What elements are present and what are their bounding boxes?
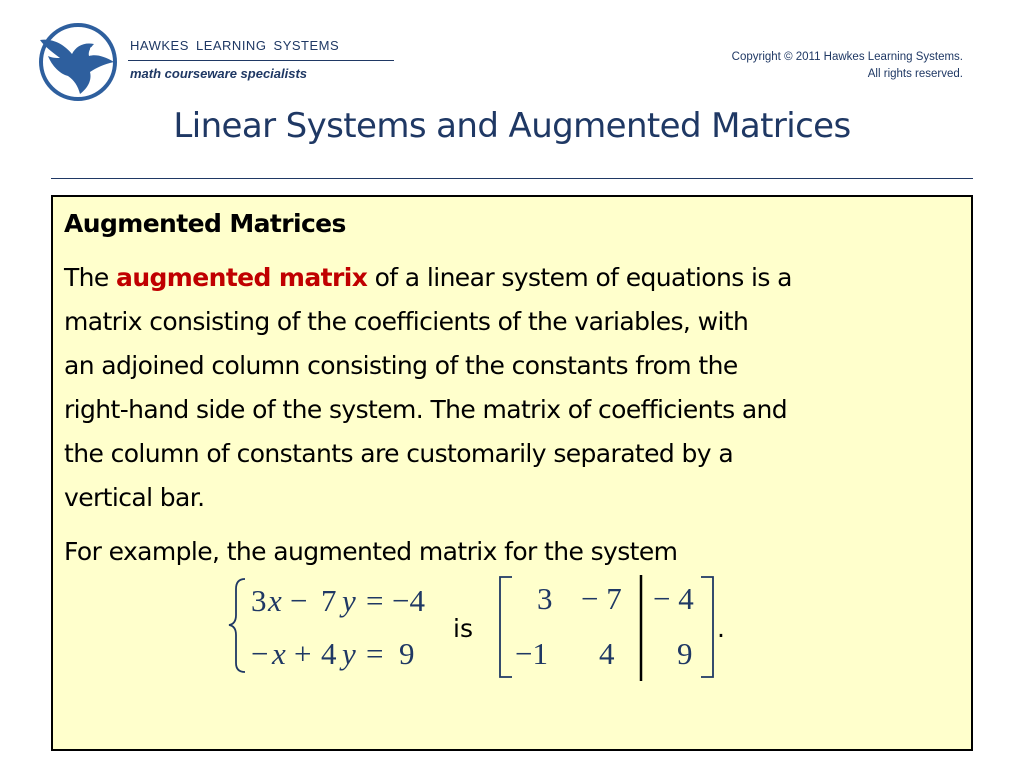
key-term: augmented matrix xyxy=(116,263,368,292)
matrix-cell: 9 xyxy=(677,636,693,671)
copyright-notice xyxy=(732,49,963,83)
paragraph-line: matrix consisting of the coefficients of the variables, with xyxy=(64,307,749,336)
sentence-period: . xyxy=(717,614,725,643)
company-name: HAWKES LEARNING SYSTEMS xyxy=(130,38,340,53)
title-divider xyxy=(51,178,973,179)
copyright-line-1: Copyright © 2011 Hawkes Learning Systems. xyxy=(731,51,963,63)
content-box xyxy=(51,195,973,751)
matrix-cell: − 4 xyxy=(653,581,694,616)
paragraph-line: the column of constants are customarily separated by a xyxy=(64,439,734,468)
paragraph-line: vertical bar. xyxy=(64,483,205,512)
system-brace xyxy=(229,579,245,672)
paragraph-prefix: The xyxy=(64,263,117,292)
company-tagline: math courseware specialists xyxy=(130,66,308,81)
matrix-cell: 4 xyxy=(599,636,615,671)
matrix-cell: − 7 xyxy=(581,581,622,616)
matrix-left-bracket xyxy=(500,577,512,677)
matrix-cell: 3 xyxy=(537,581,553,616)
math-example xyxy=(53,197,971,749)
section-heading: Augmented Matrices xyxy=(64,209,346,238)
matrix-right-bracket xyxy=(701,577,713,677)
matrix-cell: −1 xyxy=(515,636,548,671)
equation-2: − x + 4 y = 9 xyxy=(251,636,415,671)
paragraph-line: right-hand side of the system. The matrix of coefficients and xyxy=(64,395,788,424)
example-intro: For example, the augmented matrix for the system xyxy=(64,537,678,566)
is-word: is xyxy=(453,614,473,643)
copyright-line-2: All rights reserved. xyxy=(867,68,963,80)
paragraph-line: an adjoined column consisting of the constants from the xyxy=(64,351,738,380)
header-divider xyxy=(128,60,394,61)
slide-title: Linear Systems and Augmented Matrices xyxy=(173,106,851,146)
eagle-logo-icon xyxy=(34,22,122,102)
paragraph-line-1-rest: of a linear system of equations is a xyxy=(367,263,792,292)
equation-1: 3x − 7 y = −4 xyxy=(251,583,425,618)
